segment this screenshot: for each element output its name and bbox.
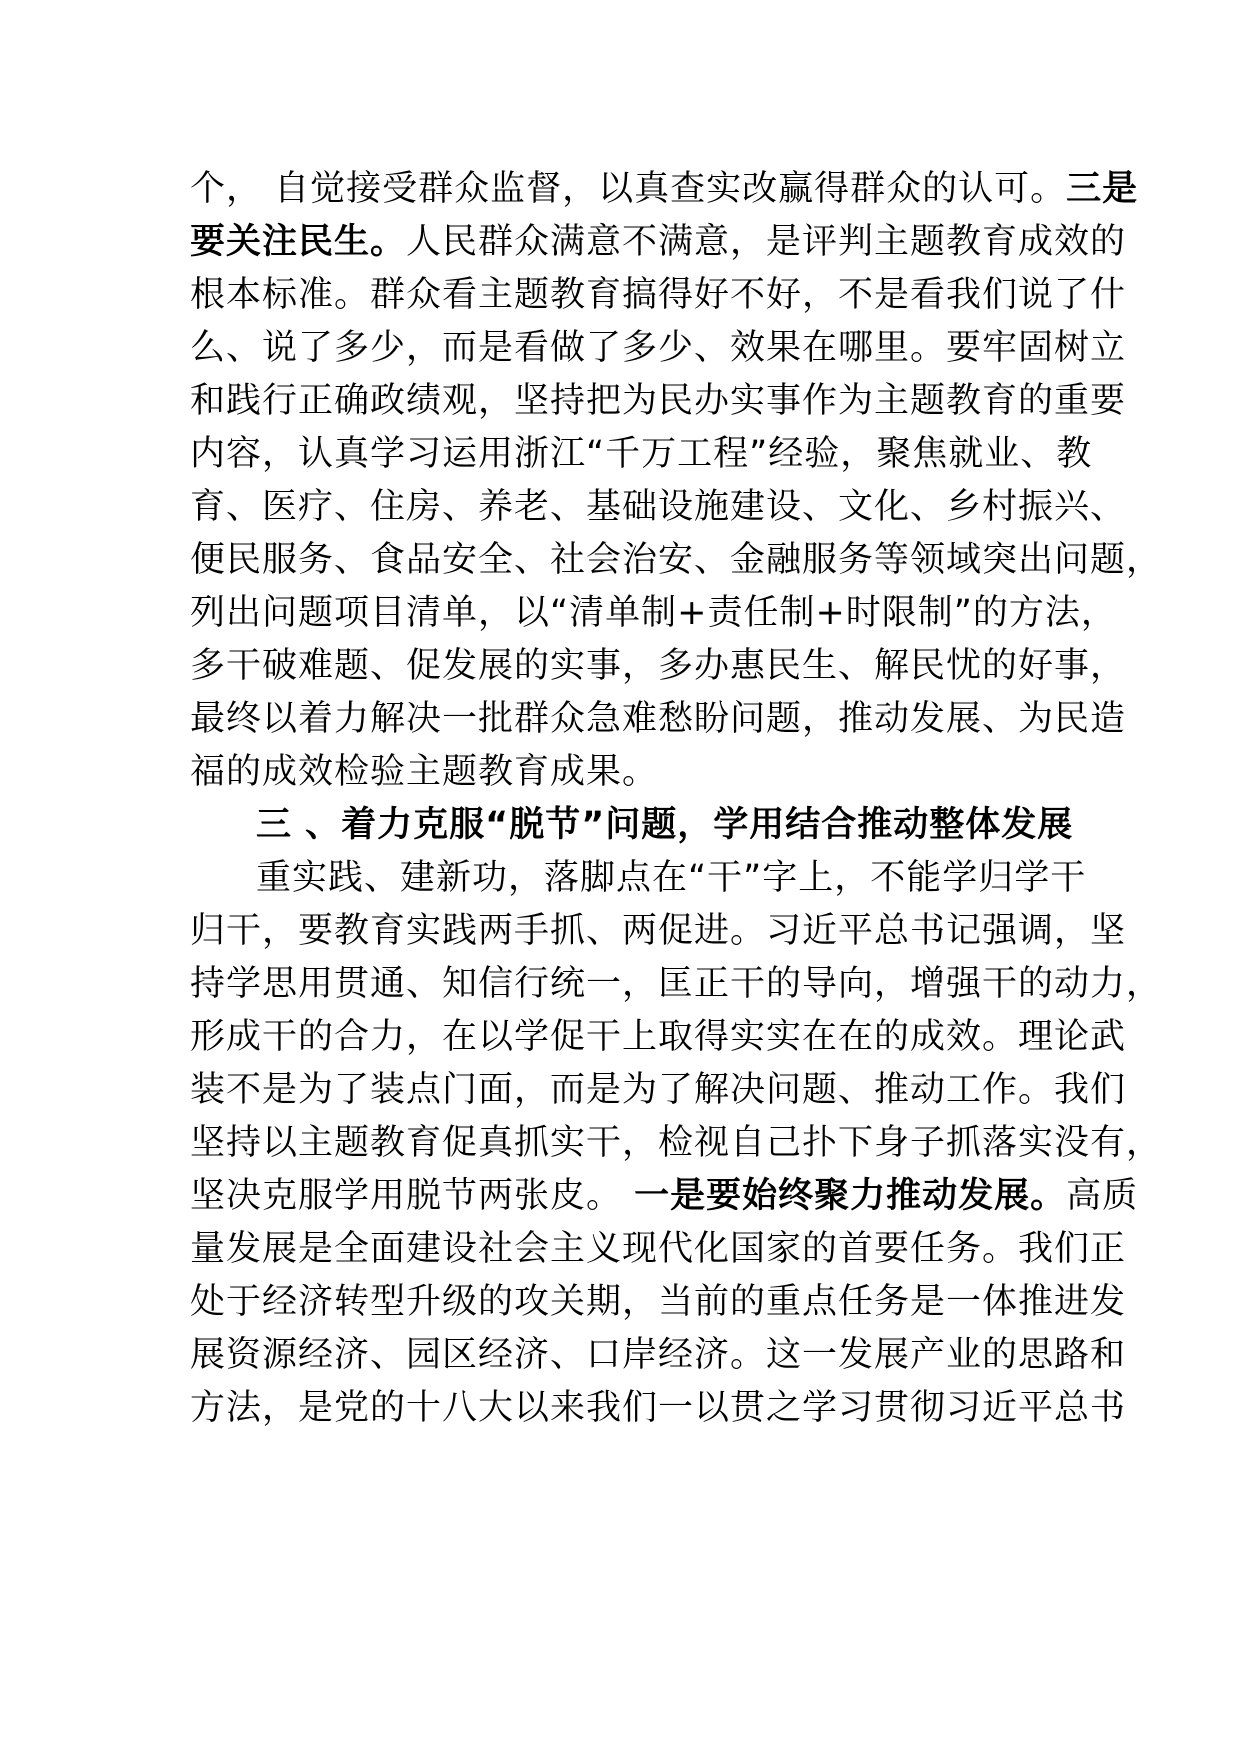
- section-heading: 三 、着力克服“脱节”问题，学用结合推动整体发展: [256, 805, 1074, 845]
- text-line: [190, 163, 1139, 216]
- bold-lead-in: 三是: [1066, 169, 1139, 209]
- text-line: 坚持以主题教育促真抓实干，检视自己扑下身子抓落实没有，: [190, 1123, 1163, 1163]
- text-line: 根本标准。群众看主题教育搞得好不好，不是看我们说了什: [190, 275, 1127, 315]
- text-line: 归干，要教育实践两手抓、两促进。习近平总书记强调，坚: [190, 911, 1127, 951]
- text-line: 内容，认真学习运用浙江“千万工程”经验，聚焦就业、教: [190, 434, 1093, 474]
- text-line: 量发展是全面建设社会主义现代化国家的首要任务。我们正: [190, 1229, 1127, 1269]
- paragraph-learning-practice: [190, 852, 1163, 1435]
- text-line: 方法，是党的十八大以来我们一以贯之学习贯彻习近平总书: [190, 1388, 1127, 1428]
- bold-lead-in: 一是要始终聚力推动发展。: [634, 1176, 1067, 1216]
- text-line: 么、说了多少，而是看做了多少、效果在哪里。要牢固树立: [190, 328, 1127, 368]
- text-line: 便民服务、食品安全、社会治安、金融服务等领域突出问题，: [190, 540, 1163, 580]
- text-line: 处于经济转型升级的攻关期，当前的重点任务是一体推进发: [190, 1282, 1127, 1322]
- text-line: 育、医疗、住房、养老、基础设施建设、文化、乡村振兴、: [190, 487, 1127, 527]
- text-segment: 人民群众满意不满意，是评判主题教育成效的: [406, 222, 1127, 262]
- text-line: 持学思用贯通、知信行统一，匡正干的导向，增强干的动力，: [190, 964, 1163, 1004]
- text-segment: 坚决克服学用脱节两张皮。: [190, 1176, 635, 1216]
- document-body: [190, 163, 1163, 1435]
- text-line: [190, 1170, 1139, 1223]
- text-line: 重实践、建新功，落脚点在“干”字上，不能学归学干: [256, 858, 1087, 898]
- text-line: 多干破难题、促发展的实事，多办惠民生、解民忧的好事，: [190, 646, 1127, 686]
- text-line: 福的成效检验主题教育成果。: [190, 752, 659, 792]
- bold-lead-in: 要关注民生。: [190, 222, 407, 262]
- text-line: [190, 216, 1127, 269]
- text-line: 形成干的合力，在以学促干上取得实实在在的成效。理论武: [190, 1017, 1127, 1057]
- text-line: 最终以着力解决一批群众急难愁盼问题，推动发展、为民造: [190, 699, 1127, 739]
- text-line: 列出问题项目清单，以“清单制+责任制+时限制”的方法，: [190, 593, 1117, 633]
- text-line: 装不是为了装点门面，而是为了解决问题、推动工作。我们: [190, 1070, 1127, 1110]
- text-segment: 个， 自觉接受群众监督，以真查实改赢得群众的认可。: [190, 169, 1067, 209]
- paragraph-people-livelihood: [190, 163, 1163, 799]
- text-line: 和践行正确政绩观，坚持把为民办实事作为主题教育的重要: [190, 381, 1127, 421]
- text-line: 展资源经济、园区经济、口岸经济。这一发展产业的思路和: [190, 1335, 1127, 1375]
- text-segment: 高质: [1066, 1176, 1139, 1216]
